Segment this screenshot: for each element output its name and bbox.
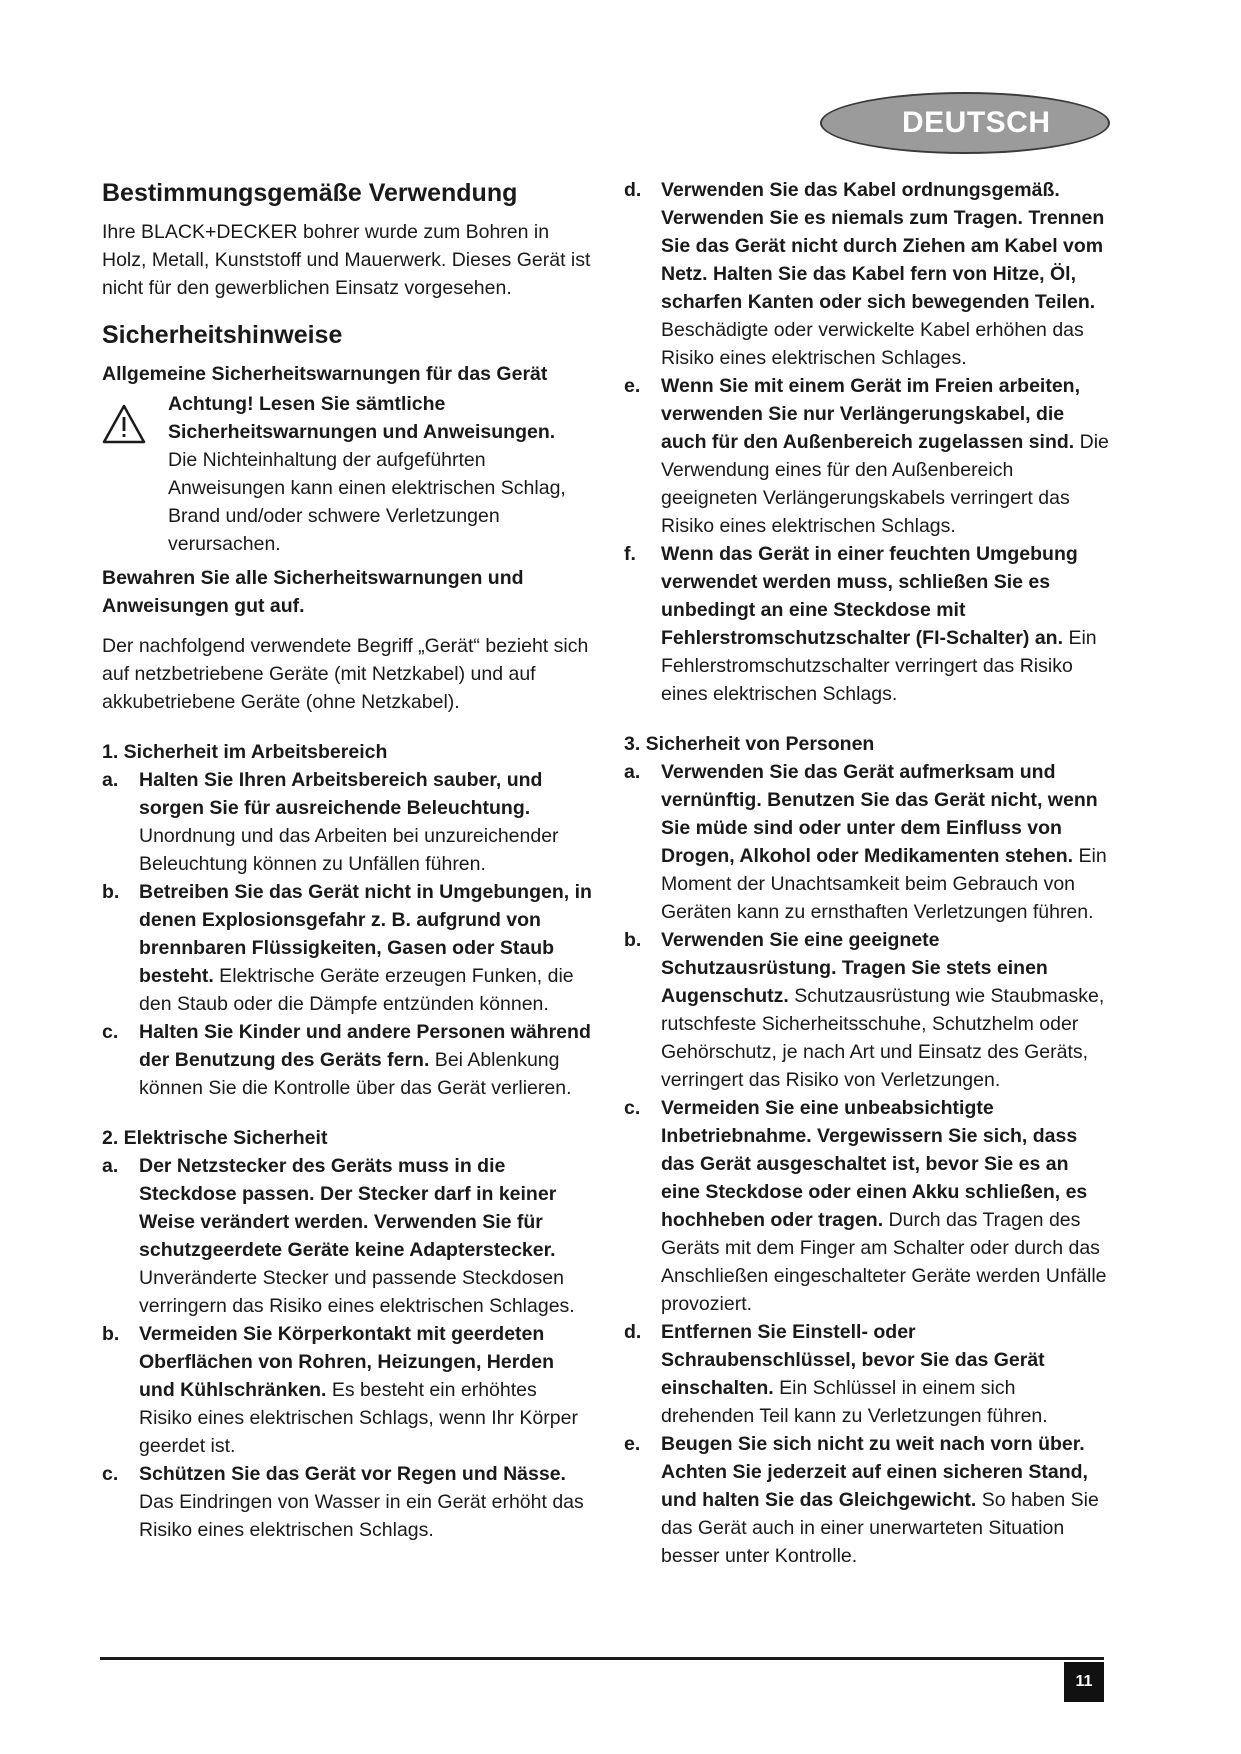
item-label: b. — [102, 881, 120, 903]
section3-item-c — [624, 1094, 1110, 1318]
left-column — [102, 176, 592, 1544]
item-text: Ein Schlüssel in einem sich drehenden Teil kann zu Verletzungen führen. — [661, 1377, 1048, 1427]
item-bold-text: Halten Sie Kinder und andere Personen während der Benutzung des Geräts fern. — [139, 1021, 591, 1071]
warning-title: Achtung! Lesen Sie sämtliche Sicherheitswarnungen und Anweisungen. — [168, 393, 556, 443]
item-text: Ein Fehlerstromschutzschalter verringert das Risiko eines elektrischen Schlags. — [661, 627, 1097, 705]
section2-item-f — [624, 540, 1110, 708]
warning-text: Die Nichteinhaltung der aufgeführten Anweisungen kann einen elektrischen Schlag, Brand und/oder schwere Verletzungen verursachen. — [168, 449, 566, 555]
item-bold-text: Halten Sie Ihren Arbeitsbereich sauber, und sorgen Sie für ausreichende Beleuchtung. — [139, 769, 543, 819]
item-label: c. — [624, 1097, 641, 1119]
item-label: e. — [624, 375, 641, 397]
safety-heading: Sicherheitshinweise — [102, 321, 343, 349]
item-text: Unveränderte Stecker und passende Steckdosen verringern das Risiko eines elektrischen Schlages. — [139, 1267, 575, 1317]
keep-instructions: Bewahren Sie alle Sicherheitswarnungen und Anweisungen gut auf. — [102, 567, 524, 617]
item-label: d. — [624, 1321, 642, 1343]
section2-item-e — [624, 372, 1110, 540]
item-text: Das Eindringen von Wasser in ein Gerät erhöht das Risiko eines elektrischen Schlags. — [139, 1491, 584, 1541]
item-bold-text: Der Netzstecker des Geräts muss in die Steckdose passen. Der Stecker darf in keiner Weise verändert werden. Verwenden Sie für schutzgeerdete Geräte keine Adapterstecker. — [139, 1155, 557, 1261]
item-text: Unordnung und das Arbeiten bei unzureichender Beleuchtung können zu Unfällen führen. — [139, 825, 559, 875]
right-column — [624, 176, 1110, 1570]
item-bold-text: Verwenden Sie das Gerät aufmerksam und vernünftig. Benutzen Sie das Gerät nicht, wenn Sie müde sind oder unter dem Einfluss von Drogen, Alkohol oder Medikamenten stehen. — [661, 761, 1098, 867]
item-label: a. — [102, 769, 119, 791]
item-label: a. — [102, 1155, 119, 1177]
item-bold-text: Schützen Sie das Gerät vor Regen und Nässe. — [139, 1463, 566, 1485]
section2-item-c — [102, 1460, 592, 1544]
item-bold-text: Entfernen Sie Einstell- oder Schraubenschlüssel, bevor Sie das Gerät einschalten. — [661, 1321, 1045, 1399]
item-label: a. — [624, 761, 641, 783]
section3-item-a — [624, 758, 1110, 926]
item-bold-text: Verwenden Sie das Kabel ordnungsgemäß. Verwenden Sie es niemals zum Tragen. Trennen Sie das Gerät nicht durch Ziehen am Kabel vom Netz. Halten Sie das Kabel fern von Hitze, Öl, scharfen Kanten oder sich bewegenden Teilen. — [661, 179, 1105, 313]
footer-rule — [100, 1657, 1104, 1660]
language-tab — [820, 92, 1110, 154]
section3-item-d — [624, 1318, 1110, 1430]
item-text: Ein Moment der Unachtsamkeit beim Gebrauch von Geräten kann zu ernsthaften Verletzungen führen. — [661, 845, 1107, 923]
item-bold-text: Wenn Sie mit einem Gerät im Freien arbeiten, verwenden Sie nur Verlängerungskabel, die auch für den Außenbereich zugelassen sind. — [661, 375, 1081, 453]
section2-item-a — [102, 1152, 592, 1320]
section3-item-e — [624, 1430, 1110, 1570]
general-warnings-heading: Allgemeine Sicherheitswarnungen für das Gerät — [102, 363, 548, 385]
item-bold-text: Betreiben Sie das Gerät nicht in Umgebungen, in denen Explosionsgefahr z. B. aufgrund von brennbaren Flüssigkeiten, Gasen oder Staub besteht. — [139, 881, 592, 987]
section2-item-d — [624, 176, 1110, 372]
item-label: d. — [624, 179, 642, 201]
item-bold-text: Wenn das Gerät in einer feuchten Umgebung verwendet werden muss, schließen Sie es unbedingt an eine Steckdose mit Fehlerstromschutzschalter (FI-Schalter) an. — [661, 543, 1078, 649]
item-text: Bei Ablenkung können Sie die Kontrolle über das Gerät verlieren. — [139, 1049, 572, 1099]
section1-item-b — [102, 878, 592, 1018]
item-label: b. — [102, 1323, 120, 1345]
section1-item-c — [102, 1018, 592, 1102]
language-label: DEUTSCH — [902, 106, 1051, 139]
section1-item-a — [102, 766, 592, 878]
item-text: Die Verwendung eines für den Außenbereich geeigneten Verlängerungskabels verringert das Risiko eines elektrischen Schlags. — [661, 431, 1109, 537]
section2-heading: 2. Elektrische Sicherheit — [102, 1127, 328, 1149]
item-bold-text: Vermeiden Sie Körperkontakt mit geerdeten Oberflächen von Rohren, Heizungen, Herden und Kühlschränken. — [139, 1323, 554, 1401]
item-label: e. — [624, 1433, 641, 1455]
item-bold-text: Vermeiden Sie eine unbeabsichtigte Inbetriebnahme. Vergewissern Sie sich, dass das Gerät ausgeschaltet ist, bevor Sie es an eine Steckdose oder einen Akku schließen, es hochheben oder tragen. — [661, 1097, 1088, 1231]
item-text: So haben Sie das Gerät auch in einer unerwarteten Situation besser unter Kontrolle. — [661, 1489, 1099, 1567]
term-note: Der nachfolgend verwendete Begriff „Gerät“ bezieht sich auf netzbetriebene Geräte (mit Netzkabel) und auf akkubetriebene Geräte (ohne Netzkabel). — [102, 635, 589, 713]
item-text: Durch das Tragen des Geräts mit dem Finger am Schalter oder durch das Anschließen eingeschalteter Geräte werden Unfälle provoziert. — [661, 1209, 1107, 1315]
item-text: Es besteht ein erhöhtes Risiko eines elektrischen Schlags, wenn Ihr Körper geerdet ist. — [139, 1379, 578, 1457]
intended-use-text: Ihre BLACK+DECKER bohrer wurde zum Bohren in Holz, Metall, Kunststoff und Mauerwerk. Dieses Gerät ist nicht für den gewerblichen Einsatz vorgesehen. — [102, 221, 591, 299]
item-label: b. — [624, 929, 642, 951]
item-text: Schutzausrüstung wie Staubmaske, rutschfeste Sicherheitsschuhe, Schutzhelm oder Gehörschutz, je nach Art und Einsatz des Geräts, verringert das Risiko von Verletzungen. — [661, 985, 1105, 1091]
section3-heading: 3. Sicherheit von Personen — [624, 733, 875, 755]
intended-use-heading: Bestimmungsgemäße Verwendung — [102, 179, 518, 207]
item-label: f. — [624, 543, 636, 565]
warning-block — [102, 390, 592, 558]
section1-heading: 1. Sicherheit im Arbeitsbereich — [102, 741, 388, 763]
section2-item-b — [102, 1320, 592, 1460]
item-bold-text: Beugen Sie sich nicht zu weit nach vorn über. Achten Sie jederzeit auf einen sicheren Stand, und halten Sie das Gleichgewicht. — [661, 1433, 1088, 1511]
item-label: c. — [102, 1021, 119, 1043]
item-text: Elektrische Geräte erzeugen Funken, die den Staub oder die Dämpfe entzünden können. — [139, 965, 574, 1015]
warning-triangle-icon — [102, 404, 146, 444]
item-label: c. — [102, 1463, 119, 1485]
section3-item-b — [624, 926, 1110, 1094]
item-bold-text: Verwenden Sie eine geeignete Schutzausrüstung. Tragen Sie stets einen Augenschutz. — [661, 929, 1048, 1007]
item-text: Beschädigte oder verwickelte Kabel erhöhen das Risiko eines elektrischen Schlages. — [661, 319, 1084, 369]
page-number: 11 — [1064, 1662, 1104, 1702]
